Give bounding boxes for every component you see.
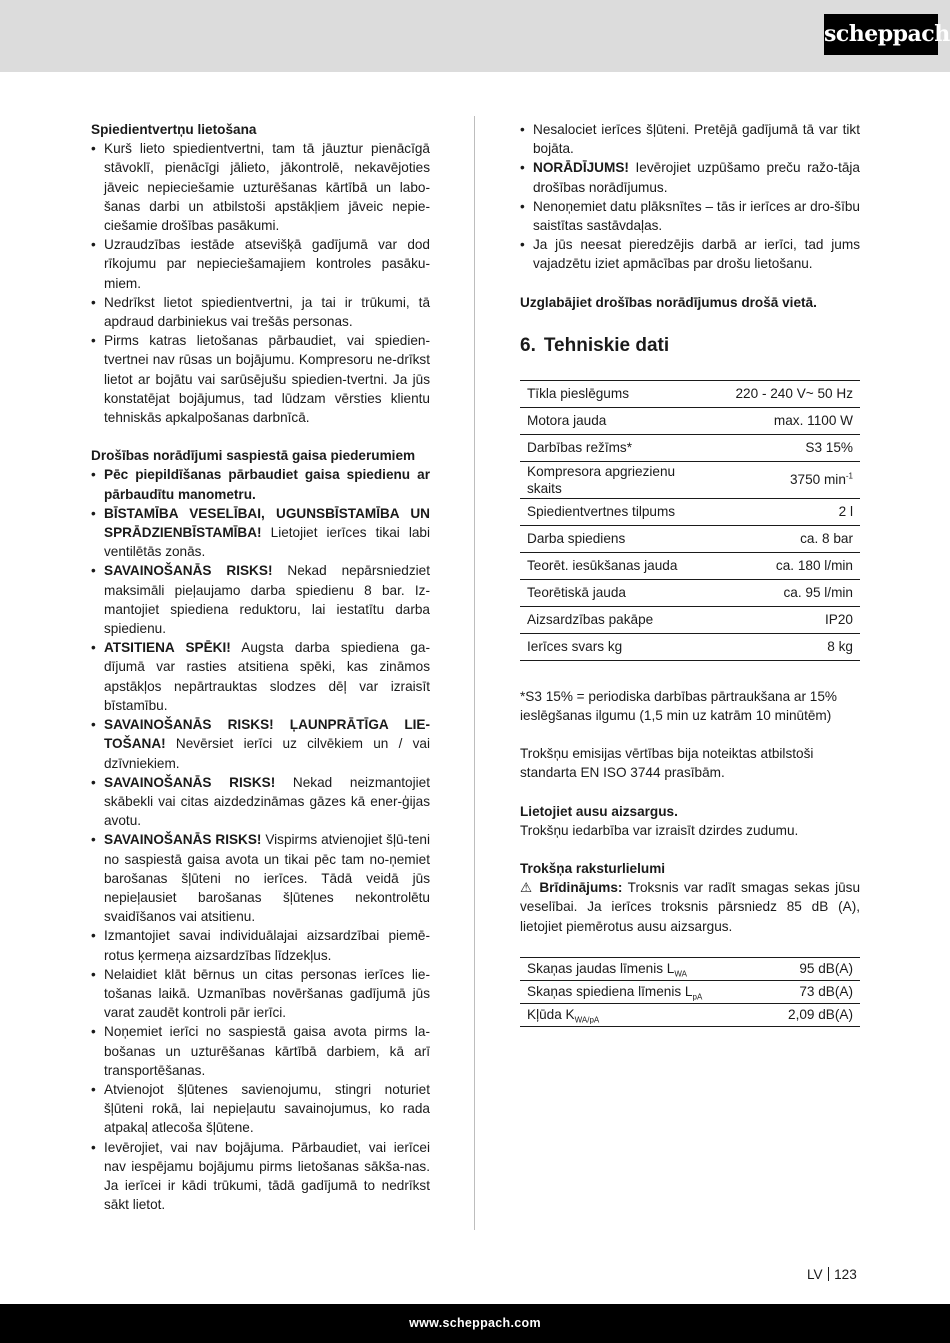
spec-value: IP20 [825, 612, 853, 628]
spec-value: ca. 8 bar [800, 531, 853, 547]
noise-table [520, 957, 860, 1027]
table-row [520, 434, 860, 461]
spec-value: 3750 $\min^{-1}$ [789, 471, 853, 488]
ear-protection-title: Lietojiet ausu aizsargus. [520, 803, 678, 819]
spec-label: Darba spiediens [527, 531, 626, 547]
spec-label: Ierīces svars kg [527, 639, 623, 655]
safety-list-continued [520, 120, 860, 274]
list-item: • SAVAINOŠANĀS RISKS! Nekad nepārsniedziet maksimāli pieļaujamo darba spiedienu 8 bar. Iz-mantojiet spiediena reduktoru, lai iestatītu darba spiedienu. [91, 563, 430, 637]
list-item: • Uzraudzības iestāde atsevišķā gadījumā var dod rīkojumu par nepieciešamajiem kontroles pasāku-miem. [91, 237, 430, 291]
list-item: • SAVAINOŠANĀS RISKS! Vispirms atvienojiet šļū-teni no saspiestā gaisa avota un tikai pēc tam no-ņemiet barošanas šļūteni no ierīces. Tādā veidā jūs nepieļausiet barošanas šļūtenes nekontrolētu svaidīšanos vai atsitienu. [91, 832, 430, 925]
list-item: • Atvienojot šļūtenes savienojumu, stingri noturiet šļūteni rokā, lai nepieļautu savainojumus, ko rada atpakaļ atlecoša šļūtene. [91, 1081, 430, 1136]
table-row [520, 980, 860, 1003]
noise-label: Skaņas jaudas līmenis $L_{WA}$ [527, 961, 687, 979]
list-item: • Kurš lieto spiedientvertni, tam tā jāuztur pienācīgā stāvoklī, pienācīgi jālieto, jākontrolē, nekavējoties jāveic nepieciešamie uzturēšanas kārtībā un labo-šanas darbi un atbilstoši apstākļiem jāveic nepie-ciešamie drošības pasākumi. [91, 141, 430, 234]
spec-value: S3 15% [805, 440, 853, 456]
list-item: • Pirms katras lietošanas pārbaudiet, vai spiedien-tvertnei nav rūsas un bojājumu. Kompresoru ne-drīkst lietot ar bojātu vai sarūsējušu spiedien-tvertni. Ja jūs konstatējat bojājumus, tad lūdzam vērsties klientu tehniskās apkalpošanas darbnīcā. [91, 333, 430, 426]
left-column [91, 120, 430, 1214]
noise-label: Kļūda $K_{WA/pA}$ [527, 1007, 600, 1025]
noise-value: 2,09 dB(A) [788, 1007, 853, 1023]
header-band [0, 0, 950, 72]
footer-url[interactable]: www.scheppach.com [409, 1316, 541, 1330]
list-item: • BĪSTAMĪBA VESELĪBAI, UGUNSBĪSTAMĪBA UN SPRĀDZIENBĪSTAMĪBA! Lietojiet ierīces tikai labi ventilētās zonās. [91, 505, 430, 560]
spec-value: 8 kg [827, 639, 853, 655]
noise-value: 73 dB(A) [799, 984, 853, 1000]
table-row [520, 1003, 860, 1026]
list-item: • Ja jūs neesat pieredzējis darbā ar ierīci, tad jums vajadzētu iziet apmācības par drošu lietošanu. [520, 237, 860, 272]
list-item: • SAVAINOŠANĀS RISKS! Nekad neizmantojiet skābekli vai citas aizdedzināmas gāzes kā ener-ģijas avotu. [91, 774, 430, 829]
table-row [520, 498, 860, 525]
noise-warning: ⚠ Brīdinājums: Troksnis var radīt smagas sekas jūsu veselībai. Ja ierīces troksnis pārsniedz 85 dB (A), lietojiet piemērotus ausu aizsargus. [520, 880, 861, 934]
spec-value: ca. 95 l/min [783, 585, 853, 601]
right-column [520, 120, 860, 1027]
list-item: • Nelaidiet klāt bērnus un citas personas ierīces lie-tošanas laikā. Uzmanības novēršanas gadījumā jūs varat zaudēt kontroli pār ierīci. [91, 966, 430, 1021]
noise-intro: Trokšņu emisijas vērtības bija noteiktas atbilstoši standarta EN ISO 3744 prasībām. [520, 746, 814, 781]
section-number: 6. [520, 334, 536, 356]
spec-label: Kompresora apgriezienu skaits [527, 463, 676, 496]
ear-protection-text: Trokšņu iedarbība var izraisīt dzirdes zudumu. [520, 822, 799, 838]
list-item: • NORĀDĪJUMS! Ievērojiet uzpūšamo preču ražo-tāja drošības norādījumus. [520, 160, 860, 195]
keep-instructions-note: Uzglabājiet drošības norādījumus drošā vietā. [520, 294, 817, 310]
air-accessories-heading: Drošības norādījumi saspiestā gaisa piederumiem [91, 448, 416, 464]
list-item: • SAVAINOŠANĀS RISKS! ĻAUNPRĀTĪGA LIE-TOŠANA! Nevērsiet ierīci uz cilvēkiem un / vai dzīvniekiem. [91, 717, 430, 771]
spec-label: Spiedientvertnes tilpums [527, 504, 676, 520]
brand-logo: scheppach [824, 14, 938, 55]
table-row [520, 957, 860, 980]
pressure-vessel-list [91, 139, 430, 427]
list-item: • ATSITIENA SPĒKI! Augsta darba spiediena ga-dījumā var rasties atsitiena spēki, kas zināmos apstākļos nepārtrauktas slodzes dēļ var izraisīt bīstamību. [91, 640, 430, 713]
spec-label: Teorētiskā jauda [527, 585, 626, 601]
column-divider [474, 116, 475, 1230]
section-title-text: Tehniskie dati [543, 334, 670, 356]
list-item: • Nenoņemiet datu plāksnītes – tās ir ierīces ar dro-šību saistītas sastāvdaļas. [520, 198, 860, 234]
list-item: • Ievērojiet, vai nav bojājuma. Pārbaudiet, vai ierīcei nav iespējamu bojājumu pirms lietošanas sākša-nas. Ja ierīcei ir kādi trūkumi, tādā gadījumā to nedrīkst sākt lietot. [91, 1139, 430, 1213]
spec-value: ca. 180 l/min [775, 558, 853, 574]
table-row [520, 461, 860, 498]
table-row [520, 579, 860, 606]
table-row [520, 606, 860, 633]
table-row [520, 407, 860, 434]
spec-label: Teorēt. iesūkšanas jauda [527, 558, 678, 574]
duty-cycle-footnote: *S3 15% = periodiska darbības pārtraukšana ar 15% ieslēgšanas ilgumu (1,5 min uz katrām 10 minūtēm) [520, 688, 838, 724]
spec-value: max. 1100 W [773, 413, 853, 429]
noise-title: Trokšņa raksturlielumi [520, 861, 666, 877]
air-accessories-list [91, 465, 430, 1214]
spec-label: Tīkla pieslēgums [527, 386, 629, 402]
noise-value: 95 dB(A) [799, 961, 853, 977]
table-row [520, 380, 860, 407]
page-number: LV 123 [807, 1267, 857, 1282]
table-row [520, 525, 860, 552]
noise-label: Skaņas spiediena līmenis $L_{pA}$ [527, 984, 703, 1002]
warning-icon: ⚠ [520, 880, 534, 896]
tech-data-table [520, 380, 860, 661]
table-row [520, 633, 860, 660]
list-item: • Pēc piepildīšanas pārbaudiet gaisa spiedienu ar pārbaudītu manometru. [91, 467, 430, 502]
list-item: • Noņemiet ierīci no saspiestā gaisa avota pirms la-bošanas un uzturēšanas kārtībā darbiem, kā arī transportēšanas. [91, 1024, 430, 1078]
spec-label: Aizsardzības pakāpe [527, 612, 654, 628]
pressure-vessel-heading: Spiedientvertņu lietošana [91, 122, 257, 137]
list-item: • Izmantojiet savai individuālajai aizsardzībai piemē-rotus ķermeņa aizsardzības līdzekļus. [91, 928, 430, 963]
spec-value: 2 l [838, 504, 853, 520]
spec-value: 220 - 240 V~ 50 Hz [735, 386, 853, 402]
list-item: • Nedrīkst lietot spiedientvertni, ja tai ir trūkumi, tā apdraud darbiniekus vai trešās personas. [91, 294, 430, 330]
spec-label: Motora jauda [527, 413, 607, 429]
list-item: • Nesalociet ierīces šļūteni. Pretējā gadījumā tā var tikt bojāta. [520, 122, 860, 157]
section-title [520, 334, 860, 358]
table-row [520, 552, 860, 579]
spec-label: Darbības režīms* [527, 440, 633, 456]
